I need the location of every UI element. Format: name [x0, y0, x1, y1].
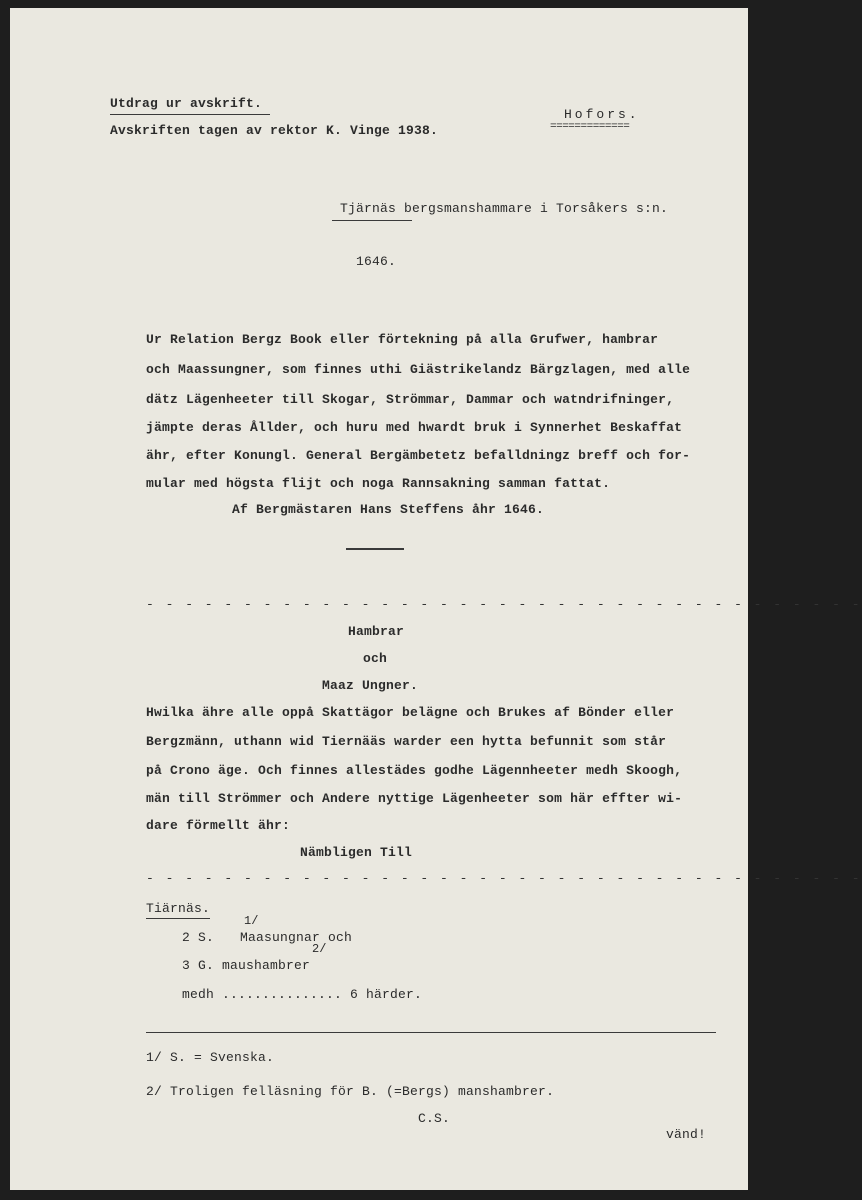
intro-line: mular med högsta flijt och noga Rannsakning samman fattat.: [146, 476, 611, 491]
section-line: på Crono äge. Och finnes allestädes godhe Lägennheeter medh Skoogh,: [146, 763, 683, 778]
intro-signature: Af Bergmästaren Hans Steffens åhr 1646.: [232, 502, 545, 517]
document-title: Utdrag ur avskrift.: [110, 96, 263, 111]
footnote-marker-1: 1/: [244, 914, 259, 928]
section-divider: [346, 548, 404, 550]
section-heading-line: Maaz Ungner.: [322, 678, 419, 693]
namely-heading: Nämbligen Till: [300, 845, 413, 860]
section-heading-line: och: [363, 651, 388, 666]
section-heading-line: Hambrar: [348, 624, 405, 639]
entry-line-3: medh ............... 6 härder.: [182, 987, 423, 1002]
intro-line: och Maassungner, som finnes uthi Giästrikelandz Bärgzlagen, med alle: [146, 362, 691, 377]
turn-note: vänd!: [666, 1127, 707, 1142]
year-line: 1646.: [356, 254, 397, 269]
entry-line-2: 3 G. maushambrer: [182, 958, 311, 973]
entry-line-1-rest: Maasungnar och: [240, 930, 353, 945]
signature: C.S.: [418, 1111, 451, 1126]
title-underline: [110, 114, 270, 115]
document-subtitle: Avskriften tagen av rektor K. Vinge 1938.: [110, 123, 439, 138]
location-underline: =============: [550, 121, 630, 133]
footnote-2: 2/ Troligen felläsning för B. (=Bergs) manshambrer.: [146, 1084, 555, 1099]
place-line: Tjärnäs bergsmanshammare i Torsåkers s:n.: [340, 201, 669, 216]
dashed-rule: - - - - - - - - - - - - - - - - - - - - - - - - - - - - - - - - - - - - -: [146, 597, 862, 612]
footnote-1: 1/ S. = Svenska.: [146, 1050, 275, 1065]
section-line: Bergzmänn, uthann wid Tiernääs warder een hytta befunnit som står: [146, 734, 667, 749]
entry-place: Tiärnäs.: [146, 901, 211, 916]
intro-line: dätz Lägenheeter till Skogar, Strömmar, Dammar och watndrifninger,: [146, 392, 675, 407]
intro-line: Ur Relation Bergz Book eller förtekning på alla Grufwer, hambrar: [146, 332, 659, 347]
intro-line: jämpte deras Ållder, och huru med hwardt bruk i Synnerhet Beskaffat: [146, 420, 683, 435]
document-page: [10, 8, 862, 1190]
dashed-rule: - - - - - - - - - - - - - - - - - - - - - - - - - - - - - - - - - - - - -: [146, 871, 862, 886]
intro-line: ähr, efter Konungl. General Bergämbetetz befalldningz breff och for-: [146, 448, 691, 463]
section-line: dare förmellt ähr:: [146, 818, 291, 833]
entry-place-underline: [146, 918, 210, 919]
section-line: män till Strömmer och Andere nyttige Lägenheeter som här effter wi-: [146, 791, 683, 806]
section-line: Hwilka ähre alle oppå Skattägor belägne och Brukes af Bönder eller: [146, 705, 675, 720]
location-label: Hofors.: [564, 107, 640, 122]
entry-line-1: 2 S.: [182, 930, 215, 945]
footnote-marker-2: 2/: [312, 942, 327, 956]
footnote-rule: [146, 1032, 716, 1033]
place-underline: [332, 220, 412, 221]
